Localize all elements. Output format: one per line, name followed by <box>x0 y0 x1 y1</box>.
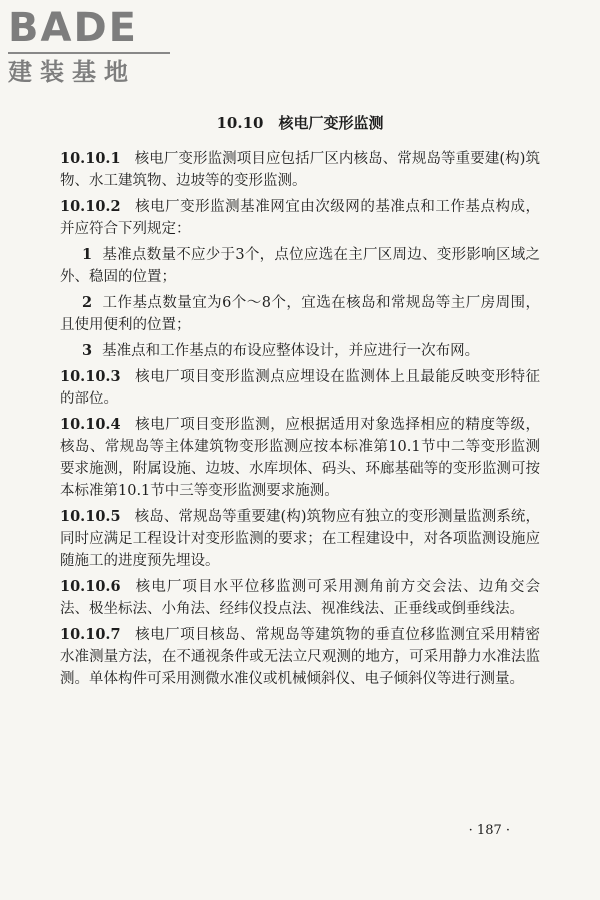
item-number: 1 <box>82 246 93 263</box>
item-number: 2 <box>82 294 93 311</box>
document-body <box>60 148 540 694</box>
item-text: 工作基点数量宜为6个～8个，宜选在核岛和常规岛等主厂房周围，且使用便利的位置； <box>60 295 540 333</box>
clause-number: 10.10.1 <box>60 150 121 167</box>
list-item-3 <box>60 340 540 362</box>
clause-number: 10.10.2 <box>60 198 121 215</box>
clause-10-10-3 <box>60 366 540 410</box>
logo-chinese: 建装基地 <box>8 58 136 86</box>
clause-number: 10.10.4 <box>60 416 121 433</box>
clause-text: 核电厂项目变形监测点应埋设在监测体上且最能反映变形特征的部位。 <box>60 369 540 407</box>
clause-text: 核电厂项目水平位移监测可采用测角前方交会法、边角交会法、极坐标法、小角法、经纬仪投点法、视准线法、正垂线或倒垂线法。 <box>60 579 540 617</box>
logo <box>8 6 178 86</box>
clause-number: 10.10.7 <box>60 626 121 643</box>
logo-latin: BADE <box>8 5 138 51</box>
clause-10-10-6 <box>60 576 540 620</box>
clause-text: 核岛、常规岛等重要建(构)筑物应有独立的变形测量监测系统，同时应满足工程设计对变形监测的要求；在工程建设中，对各项监测设施应随施工的进度预先埋设。 <box>60 509 540 569</box>
item-text: 基准点数量不应少于3个，点位应选在主厂区周边、变形影响区域之外、稳固的位置； <box>60 247 540 285</box>
clause-number: 10.10.5 <box>60 508 121 525</box>
clause-text: 核电厂变形监测基准网宜由次级网的基准点和工作基点构成，并应符合下列规定： <box>60 199 540 237</box>
page-number: · 187 · <box>468 823 510 838</box>
clause-number: 10.10.6 <box>60 578 121 595</box>
clause-text: 核电厂变形监测项目应包括厂区内核岛、常规岛等重要建(构)筑物、水工建筑物、边坡等的变形监测。 <box>60 151 540 189</box>
clause-10-10-4 <box>60 414 540 502</box>
logo-divider <box>8 52 170 54</box>
section-title: 10.10 核电厂变形监测 <box>216 114 384 132</box>
item-text: 基准点和工作基点的布设应整体设计，并应进行一次布网。 <box>102 343 480 359</box>
clause-number: 10.10.3 <box>60 368 121 385</box>
clause-10-10-2 <box>60 196 540 240</box>
clause-text: 核电厂项目变形监测，应根据适用对象选择相应的精度等级，核岛、常规岛等主体建筑物变形监测应按本标准第10.1节中二等变形监测要求施测，附属设施、边坡、水库坝体、码头、环廊基础等的变形监测可按本标准第10.1节中三等变形监测要求施测。 <box>60 417 540 499</box>
item-number: 3 <box>82 342 93 359</box>
clause-10-10-1 <box>60 148 540 192</box>
clause-text: 核电厂项目核岛、常规岛等建筑物的垂直位移监测宜采用精密水准测量方法，在不通视条件或无法立尺观测的地方，可采用静力水准法监测。单体构件可采用测微水准仪或机械倾斜仪、电子倾斜仪等进行测量。 <box>60 627 540 687</box>
clause-10-10-7 <box>60 624 540 690</box>
list-item-1 <box>60 244 540 288</box>
list-item-2 <box>60 292 540 336</box>
clause-10-10-5 <box>60 506 540 572</box>
